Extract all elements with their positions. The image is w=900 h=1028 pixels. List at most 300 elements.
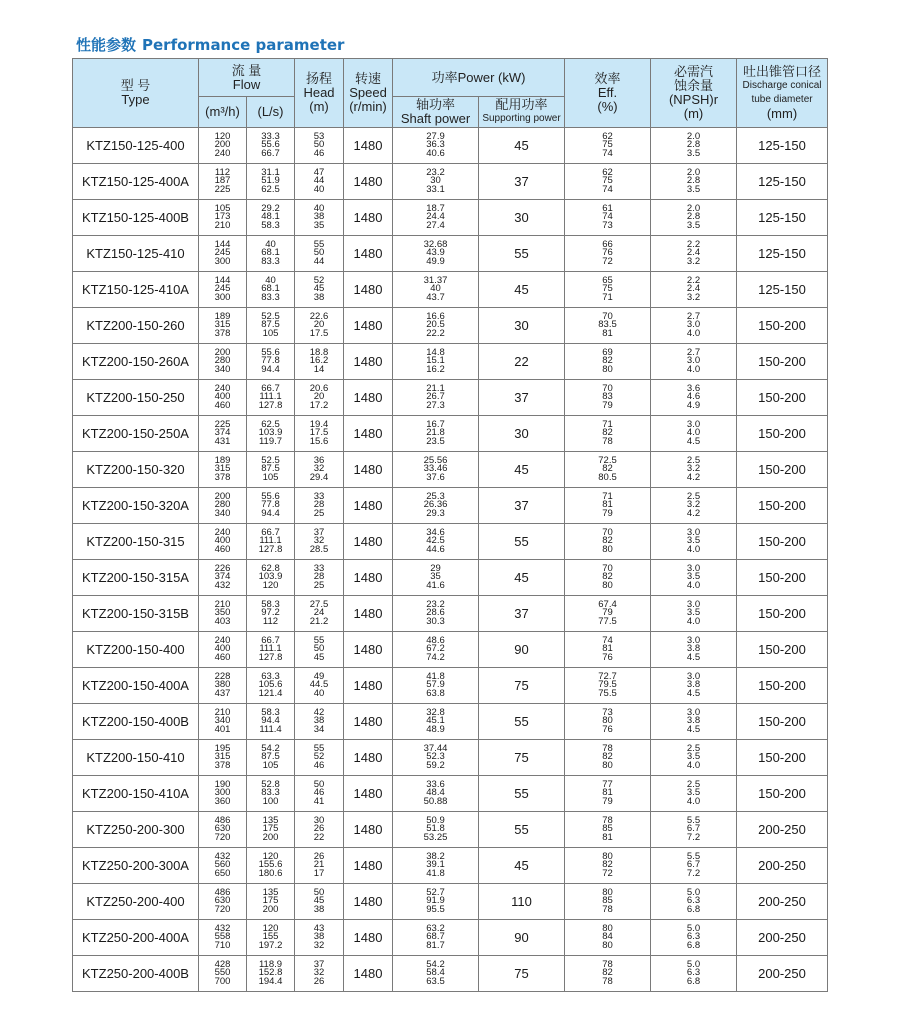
supporting-power-cell: 30	[479, 416, 565, 452]
npsh-cell-value: 2.5	[686, 490, 701, 502]
eff-cell	[565, 272, 651, 308]
eff-cell-value: 79	[602, 399, 613, 411]
flow-ls-cell-value: 87.5	[261, 319, 280, 331]
supporting-power-cell: 30	[479, 308, 565, 344]
tube-cell: 150-200	[737, 632, 828, 668]
flow-ls-cell	[247, 524, 295, 560]
flow-ls-cell-value: 121.4	[258, 687, 283, 699]
eff-cell	[565, 308, 651, 344]
head-cell-value: 55	[313, 742, 325, 754]
flow-ls-cell-value: 77.8	[261, 355, 280, 367]
table-row	[73, 740, 828, 776]
tube-cell: 150-200	[737, 776, 828, 812]
eff-cell-value: 82	[602, 355, 613, 367]
shaft-power-cell-value: 27.3	[426, 399, 445, 411]
head-cell-value: 45	[313, 895, 325, 907]
flow-m3h-cell	[199, 452, 247, 488]
flow-m3h-cell	[199, 740, 247, 776]
flow-ls-cell-value: 94.4	[261, 715, 280, 727]
npsh-cell-value: 6.3	[686, 967, 701, 979]
table-row	[73, 380, 828, 416]
model-cell: KTZ200-150-250	[73, 380, 199, 416]
head-cell	[295, 956, 344, 992]
npsh-cell	[651, 956, 737, 992]
model-cell: KTZ200-150-320	[73, 452, 199, 488]
eff-cell-value: 74	[602, 211, 613, 223]
eff-cell	[565, 812, 651, 848]
flow-ls-cell-value: 152.8	[258, 967, 283, 979]
eff-cell	[565, 848, 651, 884]
speed-cell: 1480	[344, 524, 393, 560]
flow-ls-cell-value: 127.8	[258, 651, 283, 663]
eff-cell-value: 77	[602, 778, 613, 790]
shaft-power-cell-value: 63.2	[426, 922, 445, 934]
npsh-cell-value: 3.2	[686, 255, 701, 267]
flow-m3h-cell-value: 195	[214, 742, 231, 754]
eff-cell-value: 66	[602, 238, 613, 250]
shaft-power-cell-value: 21.8	[426, 427, 445, 439]
shaft-power-cell	[393, 236, 479, 272]
head-cell-value: 22	[313, 831, 325, 843]
tube-cell: 125-150	[737, 128, 828, 164]
npsh-cell	[651, 884, 737, 920]
shaft-power-cell	[393, 560, 479, 596]
flow-m3h-cell-value: 486	[214, 886, 231, 898]
shaft-power-cell-value: 32.68	[423, 238, 448, 250]
head-cell-value: 21.2	[309, 615, 329, 627]
head-cell	[295, 812, 344, 848]
shaft-power-cell-value: 29.3	[426, 507, 445, 519]
eff-cell-value: 83.5	[598, 319, 617, 331]
eff-cell-value: 75	[602, 175, 613, 187]
eff-cell-value: 80	[602, 543, 613, 555]
head-cell-value: 30	[313, 814, 325, 826]
npsh-cell	[651, 488, 737, 524]
speed-cell: 1480	[344, 344, 393, 380]
head-cell	[295, 200, 344, 236]
npsh-cell-value: 2.5	[686, 778, 701, 790]
eff-cell	[565, 884, 651, 920]
npsh-cell	[651, 236, 737, 272]
head-cell-value: 26	[313, 823, 325, 835]
head-cell-value: 15.6	[309, 435, 329, 447]
flow-ls-cell-value: 127.8	[258, 543, 283, 555]
eff-cell-value: 61	[602, 202, 613, 214]
flow-m3h-cell-value: 300	[214, 291, 231, 303]
flow-m3h-cell-value: 245	[214, 247, 231, 259]
flow-ls-cell-value: 55.6	[261, 346, 280, 358]
flow-m3h-cell-value: 112	[214, 166, 231, 178]
npsh-cell-value: 3.0	[686, 562, 701, 574]
npsh-cell	[651, 704, 737, 740]
flow-ls-cell-value: 33.3	[261, 130, 280, 142]
flow-ls-cell-value: 175	[262, 895, 279, 907]
model-cell: KTZ250-200-300	[73, 812, 199, 848]
supporting-power-cell: 45	[479, 128, 565, 164]
head-cell-value: 46	[313, 759, 325, 771]
flow-m3h-cell	[199, 128, 247, 164]
speed-cell: 1480	[344, 380, 393, 416]
eff-cell	[565, 344, 651, 380]
shaft-power-cell-value: 40	[430, 283, 441, 295]
flow-ls-cell-value: 66.7	[261, 147, 280, 159]
flow-m3h-cell-value: 105	[214, 202, 231, 214]
shaft-power-cell	[393, 416, 479, 452]
head-cell-value: 55	[313, 634, 325, 646]
head-cell-value: 19.4	[309, 418, 329, 430]
shaft-power-cell	[393, 344, 479, 380]
flow-ls-cell	[247, 632, 295, 668]
speed-cell: 1480	[344, 884, 393, 920]
flow-m3h-cell-value: 187	[214, 175, 231, 187]
flow-ls-cell	[247, 776, 295, 812]
flow-ls-cell-value: 62.5	[261, 183, 280, 195]
model-cell: KTZ200-150-315B	[73, 596, 199, 632]
npsh-cell-value: 4.0	[686, 363, 701, 375]
npsh-cell-value: 3.5	[686, 183, 701, 195]
flow-ls-cell-value: 194.4	[258, 975, 283, 987]
flow-m3h-cell	[199, 920, 247, 956]
eff-cell-value: 80	[602, 939, 613, 951]
table-row	[73, 524, 828, 560]
eff-cell-value: 80	[602, 579, 613, 591]
flow-ls-cell	[247, 308, 295, 344]
flow-ls-cell	[247, 380, 295, 416]
supporting-power-cell: 55	[479, 236, 565, 272]
eff-cell-value: 62	[602, 130, 613, 142]
table-row	[73, 848, 828, 884]
shaft-power-cell-value: 37.6	[426, 471, 445, 483]
head-cell	[295, 128, 344, 164]
head-cell	[295, 668, 344, 704]
shaft-power-cell-value: 18.7	[426, 202, 445, 214]
npsh-cell-value: 2.4	[686, 283, 701, 295]
flow-m3h-cell-value: 240	[214, 382, 231, 394]
npsh-cell-value: 2.7	[686, 310, 701, 322]
head-cell-value: 41	[313, 795, 325, 807]
tube-cell: 150-200	[737, 596, 828, 632]
npsh-cell-value: 3.5	[686, 147, 701, 159]
shaft-power-cell-value: 30.3	[426, 615, 445, 627]
flow-m3h-cell-value: 431	[214, 435, 231, 447]
title-en: Performance parameter	[142, 36, 345, 54]
eff-cell-value: 70	[602, 526, 613, 538]
flow-ls-cell-value: 40	[265, 238, 276, 250]
supporting-power-cell: 30	[479, 200, 565, 236]
head-cell-value: 38	[313, 903, 325, 915]
head-cell-value: 17	[313, 867, 325, 879]
shaft-power-cell-value: 38.2	[426, 850, 445, 862]
shaft-power-cell-value: 67.2	[426, 643, 445, 655]
supporting-power-cell: 37	[479, 488, 565, 524]
eff-cell-value: 76	[602, 247, 613, 259]
head-cell-value: 32	[313, 535, 325, 547]
npsh-cell	[651, 596, 737, 632]
eff-cell-value: 79	[602, 795, 613, 807]
eff-cell-value: 74	[602, 183, 613, 195]
flow-ls-cell-value: 120	[262, 579, 279, 591]
shaft-power-cell-value: 23.5	[426, 435, 445, 447]
eff-cell-value: 82	[602, 463, 613, 475]
flow-m3h-cell	[199, 956, 247, 992]
shaft-power-cell-value: 48.4	[426, 787, 445, 799]
flow-m3h-cell-value: 173	[214, 211, 231, 223]
shaft-power-cell-value: 58.4	[426, 967, 445, 979]
npsh-cell	[651, 524, 737, 560]
supporting-power-cell: 45	[479, 848, 565, 884]
table-row	[73, 632, 828, 668]
npsh-cell-value: 3.0	[686, 598, 701, 610]
tube-cell: 150-200	[737, 344, 828, 380]
npsh-cell-value: 3.8	[686, 715, 701, 727]
flow-ls-cell-value: 119.7	[258, 435, 283, 447]
eff-cell-value: 78	[602, 975, 613, 987]
tube-cell: 150-200	[737, 740, 828, 776]
flow-ls-cell-value: 135	[262, 886, 279, 898]
supporting-power-cell: 45	[479, 272, 565, 308]
npsh-cell-value: 2.5	[686, 742, 701, 754]
flow-ls-cell-value: 180.6	[258, 867, 283, 879]
flow-ls-cell-value: 66.7	[261, 634, 280, 646]
shaft-power-cell-value: 43.7	[426, 291, 445, 303]
head-cell-value: 38	[313, 211, 325, 223]
head-cell-value: 34	[313, 723, 325, 735]
shaft-power-cell-value: 45.1	[426, 715, 445, 727]
eff-cell-value: 69	[602, 346, 613, 358]
flow-ls-cell-value: 83.3	[261, 787, 280, 799]
npsh-cell-value: 3.0	[686, 355, 701, 367]
table-row	[73, 920, 828, 956]
flow-ls-cell-value: 62.5	[261, 418, 280, 430]
npsh-cell-value: 2.0	[686, 166, 701, 178]
eff-cell	[565, 128, 651, 164]
flow-m3h-cell	[199, 704, 247, 740]
table-row	[73, 200, 828, 236]
flow-m3h-cell-value: 437	[214, 687, 231, 699]
head-cell	[295, 560, 344, 596]
flow-m3h-cell-value: 189	[214, 310, 231, 322]
npsh-cell-value: 3.8	[686, 643, 701, 655]
head-cell	[295, 416, 344, 452]
flow-ls-cell	[247, 488, 295, 524]
shaft-power-cell-value: 49.9	[426, 255, 445, 267]
head-cell-value: 40	[313, 687, 325, 699]
table-row	[73, 956, 828, 992]
flow-unit-l-header: (L/s)	[247, 97, 295, 128]
type-header: 型 号 Type	[73, 59, 199, 128]
shaft-power-cell-value: 25.3	[426, 490, 445, 502]
head-cell-value: 50	[313, 643, 325, 655]
shaft-power-cell-value: 81.7	[426, 939, 445, 951]
speed-cell: 1480	[344, 632, 393, 668]
flow-m3h-cell-value: 300	[214, 255, 231, 267]
head-cell-value: 20	[313, 319, 325, 331]
flow-ls-cell-value: 94.4	[261, 363, 280, 375]
speed-header: 转速 Speed (r/min)	[344, 59, 393, 128]
table-row	[73, 308, 828, 344]
eff-cell-value: 81	[602, 327, 613, 339]
eff-cell-value: 72.5	[598, 454, 617, 466]
eff-cell-value: 71	[602, 490, 613, 502]
head-cell	[295, 776, 344, 812]
npsh-cell-value: 3.5	[686, 751, 701, 763]
shaft-power-cell-value: 42.5	[426, 535, 445, 547]
flow-m3h-cell-value: 144	[214, 274, 231, 286]
speed-cell: 1480	[344, 596, 393, 632]
eff-cell-value: 75.5	[598, 687, 617, 699]
flow-m3h-cell-value: 315	[214, 751, 231, 763]
shaft-power-cell-value: 50.88	[423, 795, 448, 807]
flow-m3h-cell-value: 460	[214, 399, 231, 411]
flow-ls-cell-value: 105	[262, 471, 279, 483]
flow-ls-cell-value: 68.1	[261, 247, 280, 259]
speed-cell: 1480	[344, 812, 393, 848]
eff-cell-value: 75	[602, 283, 613, 295]
shaft-power-cell-value: 21.1	[426, 382, 445, 394]
shaft-power-cell	[393, 200, 479, 236]
shaft-power-cell-value: 33.1	[426, 183, 445, 195]
flow-ls-cell-value: 155	[262, 931, 279, 943]
shaft-power-cell-value: 27.9	[426, 130, 445, 142]
model-cell: KTZ150-125-400B	[73, 200, 199, 236]
npsh-cell-value: 5.5	[686, 850, 701, 862]
head-cell-value: 25	[313, 507, 325, 519]
head-cell-value: 50	[313, 886, 325, 898]
flow-m3h-cell-value: 225	[214, 183, 231, 195]
head-cell-value: 33	[313, 490, 325, 502]
flow-m3h-cell-value: 710	[214, 939, 231, 951]
eff-cell-value: 80	[602, 759, 613, 771]
flow-m3h-cell-value: 630	[214, 895, 231, 907]
npsh-cell	[651, 812, 737, 848]
supporting-power-cell: 37	[479, 164, 565, 200]
shaft-power-cell-value: 33.46	[423, 463, 448, 475]
flow-m3h-cell	[199, 524, 247, 560]
eff-cell-value: 82	[602, 427, 613, 439]
flow-m3h-cell-value: 630	[214, 823, 231, 835]
shaft-power-cell-value: 26.36	[423, 499, 448, 511]
shaft-power-cell-value: 48.9	[426, 723, 445, 735]
model-cell: KTZ150-125-410A	[73, 272, 199, 308]
flow-m3h-cell	[199, 560, 247, 596]
eff-cell-value: 65	[602, 274, 613, 286]
head-cell	[295, 488, 344, 524]
shaft-power-cell-value: 52.3	[426, 751, 445, 763]
supporting-power-cell: 22	[479, 344, 565, 380]
table-row	[73, 776, 828, 812]
flow-ls-cell-value: 40	[265, 274, 276, 286]
flow-m3h-cell-value: 340	[214, 715, 231, 727]
head-cell-value: 47	[313, 166, 325, 178]
model-cell: KTZ250-200-400A	[73, 920, 199, 956]
eff-cell-value: 71	[602, 418, 613, 430]
flow-m3h-cell	[199, 776, 247, 812]
model-cell: KTZ150-125-400	[73, 128, 199, 164]
eff-cell	[565, 776, 651, 812]
flow-m3h-cell-value: 486	[214, 814, 231, 826]
flow-ls-cell-value: 111.1	[259, 643, 282, 655]
flow-ls-cell-value: 31.1	[261, 166, 280, 178]
head-cell-value: 44	[313, 255, 325, 267]
npsh-cell-value: 3.5	[686, 787, 701, 799]
flow-m3h-cell-value: 340	[214, 507, 231, 519]
flow-ls-cell-value: 111.1	[259, 535, 282, 547]
npsh-cell-value: 2.8	[686, 175, 701, 187]
shaft-power-cell	[393, 128, 479, 164]
flow-ls-cell	[247, 596, 295, 632]
npsh-cell	[651, 200, 737, 236]
npsh-cell-value: 7.2	[686, 867, 701, 879]
npsh-cell-value: 3.2	[686, 291, 701, 303]
flow-m3h-cell	[199, 848, 247, 884]
npsh-cell	[651, 740, 737, 776]
model-cell: KTZ200-150-400B	[73, 704, 199, 740]
flow-m3h-cell-value: 432	[214, 922, 231, 934]
flow-m3h-cell	[199, 344, 247, 380]
eff-cell-value: 82	[602, 535, 613, 547]
shaft-power-cell	[393, 596, 479, 632]
supporting-power-cell: 55	[479, 812, 565, 848]
flow-ls-cell	[247, 884, 295, 920]
eff-cell-value: 78	[602, 742, 613, 754]
shaft-power-cell-value: 23.2	[426, 166, 445, 178]
model-cell: KTZ200-150-315A	[73, 560, 199, 596]
npsh-cell-value: 6.8	[686, 975, 701, 987]
model-cell: KTZ250-200-300A	[73, 848, 199, 884]
flow-ls-cell-value: 52.5	[261, 310, 280, 322]
head-cell-value: 28.5	[309, 543, 329, 555]
shaft-power-cell-value: 74.2	[426, 651, 445, 663]
npsh-cell-value: 4.0	[686, 427, 701, 439]
flow-ls-cell-value: 118.9	[258, 958, 283, 970]
shaft-power-cell	[393, 848, 479, 884]
npsh-cell-value: 2.7	[686, 346, 701, 358]
npsh-cell	[651, 560, 737, 596]
flow-ls-cell-value: 111.1	[259, 391, 282, 403]
shaft-power-cell-value: 32.8	[426, 706, 445, 718]
head-cell-value: 37	[313, 526, 325, 538]
eff-cell-value: 80	[602, 850, 613, 862]
flow-ls-cell-value: 54.2	[261, 742, 280, 754]
flow-m3h-cell-value: 650	[214, 867, 231, 879]
flow-ls-cell-value: 197.2	[258, 939, 283, 951]
speed-cell: 1480	[344, 488, 393, 524]
flow-ls-cell	[247, 920, 295, 956]
npsh-cell-value: 4.6	[686, 391, 701, 403]
flow-ls-cell-value: 77.8	[261, 499, 280, 511]
eff-cell-value: 80	[602, 886, 613, 898]
tube-cell: 150-200	[737, 380, 828, 416]
npsh-cell	[651, 452, 737, 488]
eff-cell-value: 74	[602, 634, 613, 646]
shaft-power-cell-value: 68.7	[426, 931, 445, 943]
flow-m3h-cell-value: 200	[214, 139, 231, 151]
table-row	[73, 668, 828, 704]
flow-ls-cell-value: 66.7	[261, 526, 280, 538]
npsh-cell-value: 6.8	[686, 903, 701, 915]
flow-ls-cell-value: 68.1	[261, 283, 280, 295]
table-row	[73, 560, 828, 596]
head-cell-value: 17.2	[309, 399, 329, 411]
tube-cell: 150-200	[737, 308, 828, 344]
npsh-cell-value: 2.8	[686, 139, 701, 151]
head-cell	[295, 848, 344, 884]
head-cell	[295, 236, 344, 272]
eff-cell-value: 79	[602, 507, 613, 519]
head-cell-value: 53	[313, 130, 325, 142]
eff-cell-value: 82	[602, 859, 613, 871]
speed-cell: 1480	[344, 272, 393, 308]
